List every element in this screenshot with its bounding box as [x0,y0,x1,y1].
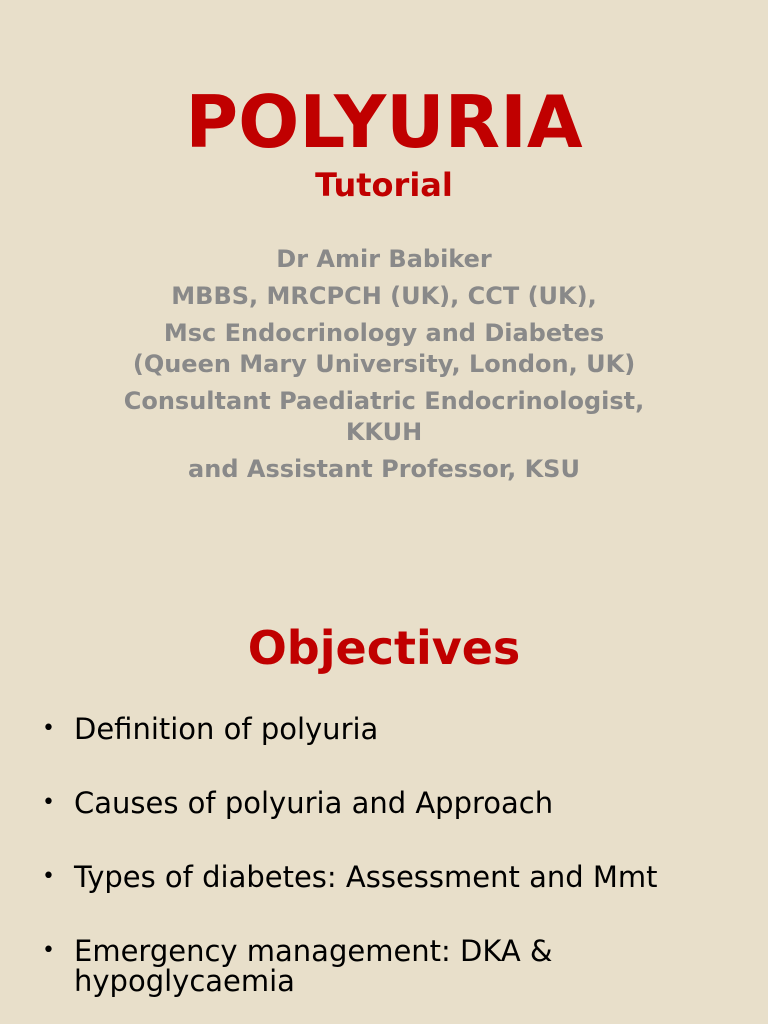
page-title: POLYURIA [185,80,583,164]
list-item-text: Types of diabetes: Assessment and Mmt [74,860,658,894]
bullet-icon: • [42,716,55,741]
list-item [40,936,740,996]
bullet-icon: • [42,790,55,815]
page-subtitle: Tutorial [315,166,453,204]
author-position: Consultant Paediatric Endocrinologist, KKUH [123,387,645,446]
list-item [40,788,740,818]
list-item [40,714,740,744]
objectives-list [40,714,740,1024]
author-msc: Msc Endocrinology and Diabetes (Queen Mary University, London, UK) [132,319,636,378]
list-item-text: Causes of polyuria and Approach [74,786,554,820]
list-item-text: Emergency management: DKA & hypoglycaemia [74,934,553,998]
author-academic-role: and Assistant Professor, KSU [188,455,580,483]
list-item-text: Definition of polyuria [74,712,379,746]
author-credentials [120,244,648,491]
author-degrees: MBBS, MRCPCH (UK), CCT (UK), [171,282,597,310]
list-item [40,862,740,892]
bullet-icon: • [42,938,55,963]
objectives-heading: Objectives [247,621,521,675]
author-name: Dr Amir Babiker [276,245,492,273]
bullet-icon: • [42,864,55,889]
